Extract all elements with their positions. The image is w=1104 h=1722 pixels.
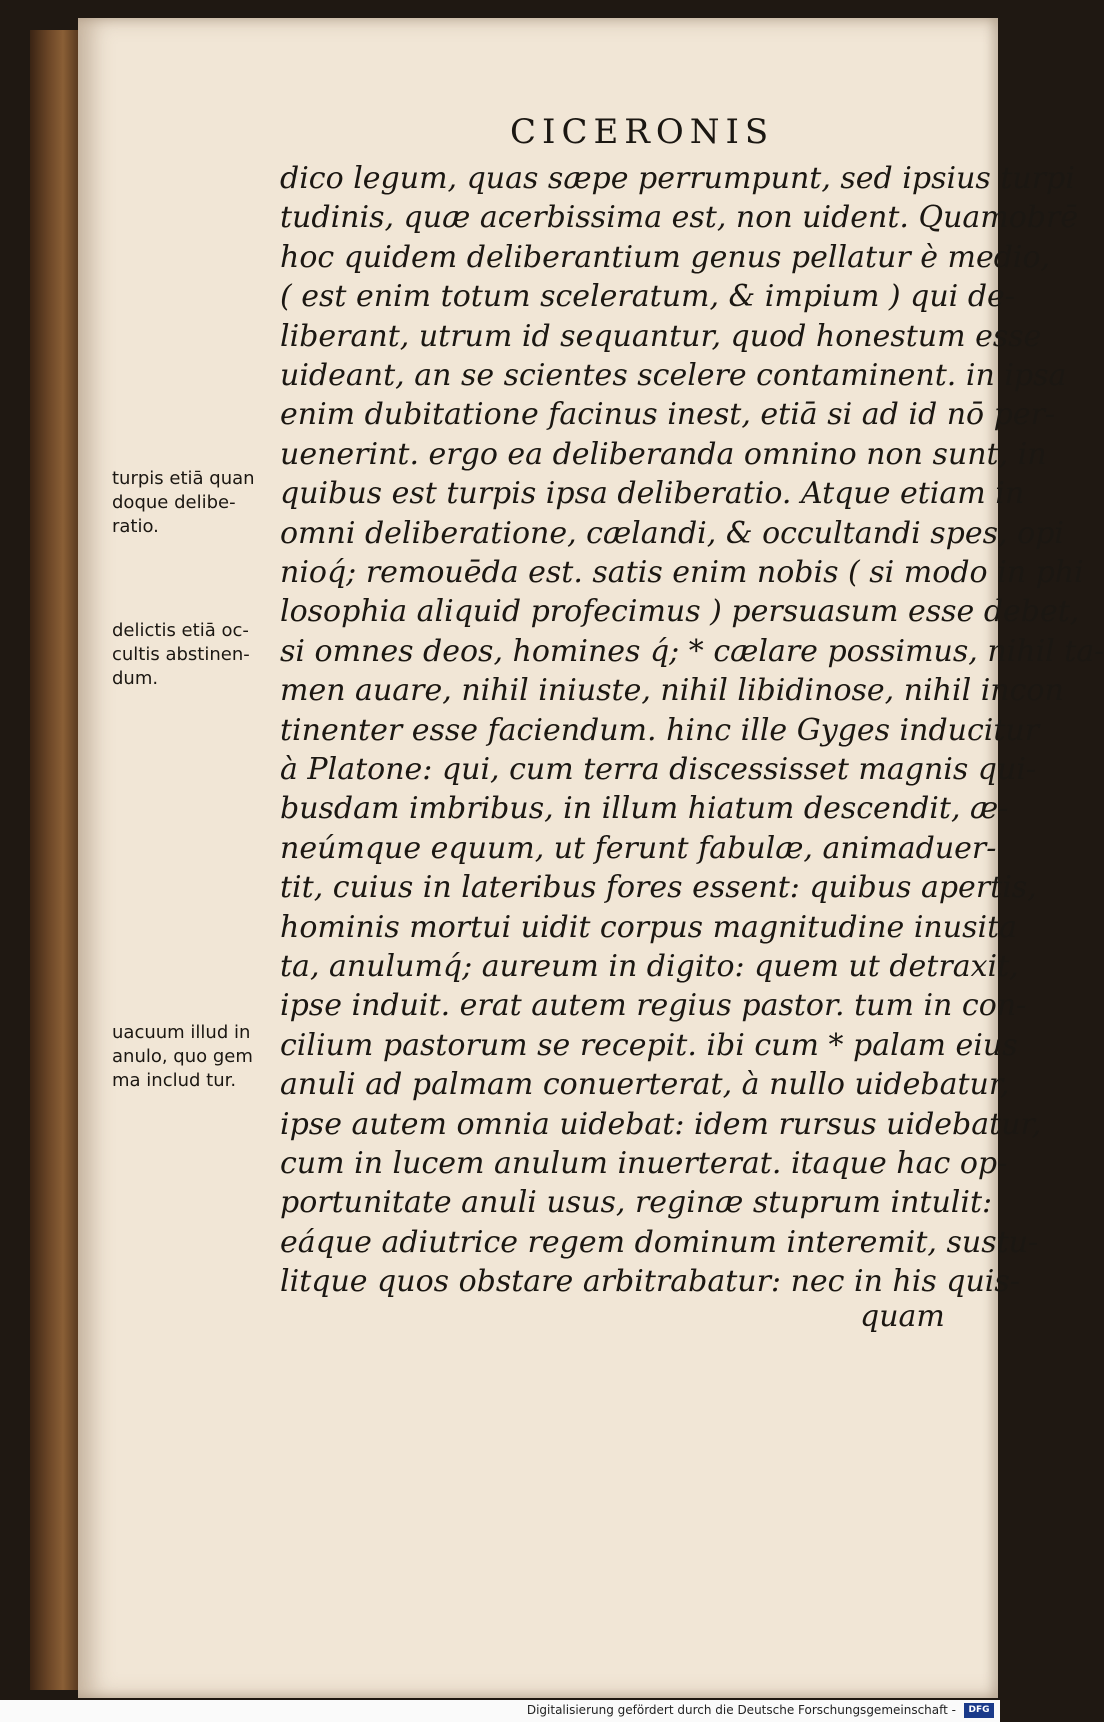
margin-note-line: doque delibe- [112,492,236,513]
margin-note-line: ratio. [112,516,159,537]
text-line: enim dubitatione facinus inest, etiā si ad id nō per- [280,397,1056,433]
dfg-logo: DFG [964,1703,994,1718]
margin-note-line: dum. [112,668,159,689]
text-line: quibus est turpis ipsa deliberatio. Atque etiam in [280,476,1025,512]
text-line: eáque adiutrice regem dominum interemit, sustu- [280,1224,1039,1260]
footer-credit: Digitalisierung gefördert durch die Deutsche Forschungsgemeinschaft - [526,1703,956,1717]
margin-note-line: delictis etiā oc- [112,620,249,641]
text-line: cum in lucem anulum inuerterat. itaque hac op- [280,1146,1008,1181]
text-line: ipse induit. erat autem regius pastor. tum in con- [280,988,1027,1024]
margin-note-line: cultis abstinen- [112,644,250,665]
text-line: ( est enim totum sceleratum, & impium ) qui de- [280,279,1015,315]
text-line: cilium pastorum se recepit. ibi cum * palam eius [280,1027,1018,1063]
text-line: ipse autem omnia uidebat: idem rursus uidebatur, [280,1106,1042,1142]
text-line: litque quos obstare arbitrabatur: nec in his quis- [280,1264,1020,1300]
catchword: quam [860,1299,945,1334]
text-line: hoc quidem deliberantium genus pellatur è medio, [280,239,1051,275]
text-line: tudinis, quæ acerbissima est, non uident. Quamobrē [280,200,1079,236]
margin-note-line: anulo, quo gem [112,1046,253,1067]
text-line: ta, anulumq́; aureum in digito: quem ut detraxit, [280,949,1019,984]
text-line: tinenter esse faciendum. hinc ille Gyges inducitur [280,712,1040,748]
text-line: liberant, utrum id sequantur, quod honestum esse [280,318,1042,354]
text-line: omni deliberatione, cælandi, & occultandi spes, opi [280,515,1064,551]
running-head: CICERONIS [510,112,775,152]
text-line: uideant, an se scientes scelere contaminent. in ipsa [280,358,1067,393]
text-line: à Platone: qui, cum terra discessisset magnis qui- [280,752,1037,787]
text-line: losophia aliquid profecimus ) persuasum esse debet, [280,594,1080,630]
text-line: anuli ad palmam conuerterat, à nullo uidebatur, [280,1067,1010,1103]
text-line: uenerint. ergo ea deliberanda omnino non sunt, in [280,436,1047,472]
text-line: neúmque equum, ut ferunt fabulæ, animaduer- [280,830,997,866]
text-line: si omnes deos, homines q́; * cælare possimus, nihil ta- [280,633,1104,669]
text-line: dico legum, quas sæpe perrumpunt, sed ipsius turpi [280,161,1075,196]
text-line: busdam imbribus, in illum hiatum descendit, æ- [280,791,1009,827]
text-line: nioq́; remouēda est. satis enim nobis ( si modo in phi [280,555,1084,590]
margin-note-line: uacuum illud in [112,1022,251,1043]
footer-bar [0,1700,1000,1722]
text-line: portunitate anuli usus, reginæ stuprum intulit: [280,1185,993,1221]
text-line: tit, cuius in lateribus fores essent: quibus apertis, [280,870,1037,906]
text-line: hominis mortui uidit corpus magnitudine inusita [280,909,1018,945]
text-line: men auare, nihil iniuste, nihil libidinose, nihil incon [280,673,1064,709]
margin-note-line: ma includ tur. [112,1070,237,1091]
margin-note-line: turpis etiā quan [112,468,255,489]
